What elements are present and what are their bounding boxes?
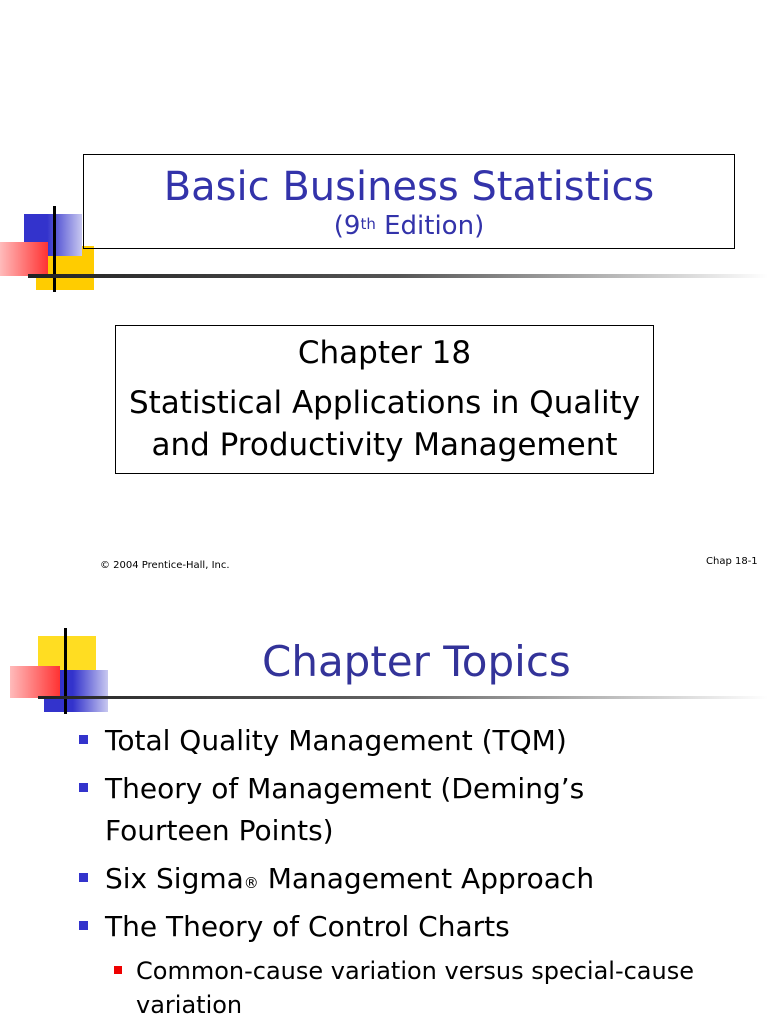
slide-title: Basic Business Statistics xyxy=(163,164,655,210)
vertical-line-decoration xyxy=(64,628,67,714)
topics-title: Chapter Topics xyxy=(262,637,571,686)
chapter-title: Statistical Applications in Quality and Productivity Management xyxy=(128,385,641,463)
edition-subtitle: (9th Edition) xyxy=(333,211,485,241)
list-item: Total Quality Management (TQM) xyxy=(0,720,768,762)
topics-list xyxy=(0,720,768,1022)
list-item: The Theory of Control Charts xyxy=(0,906,768,948)
slide-number: Chap 18-1 xyxy=(706,556,758,567)
list-item: Theory of Management (Deming’s Fourteen Points) xyxy=(0,768,645,852)
list-item: Six Sigma® Management Approach xyxy=(0,858,768,900)
red-square-decoration xyxy=(10,666,60,698)
chapter-heading xyxy=(115,332,654,466)
sub-list-item: Common-cause variation versus special-cause variation xyxy=(0,954,696,1022)
vertical-line-decoration xyxy=(53,206,56,292)
title-box xyxy=(83,154,735,249)
horizontal-rule-decoration xyxy=(28,274,768,278)
chapter-number: Chapter 18 xyxy=(297,335,472,371)
horizontal-rule-decoration xyxy=(38,696,768,699)
copyright-footer: © 2004 Prentice-Hall, Inc. xyxy=(100,560,230,571)
red-square-decoration xyxy=(0,242,48,276)
